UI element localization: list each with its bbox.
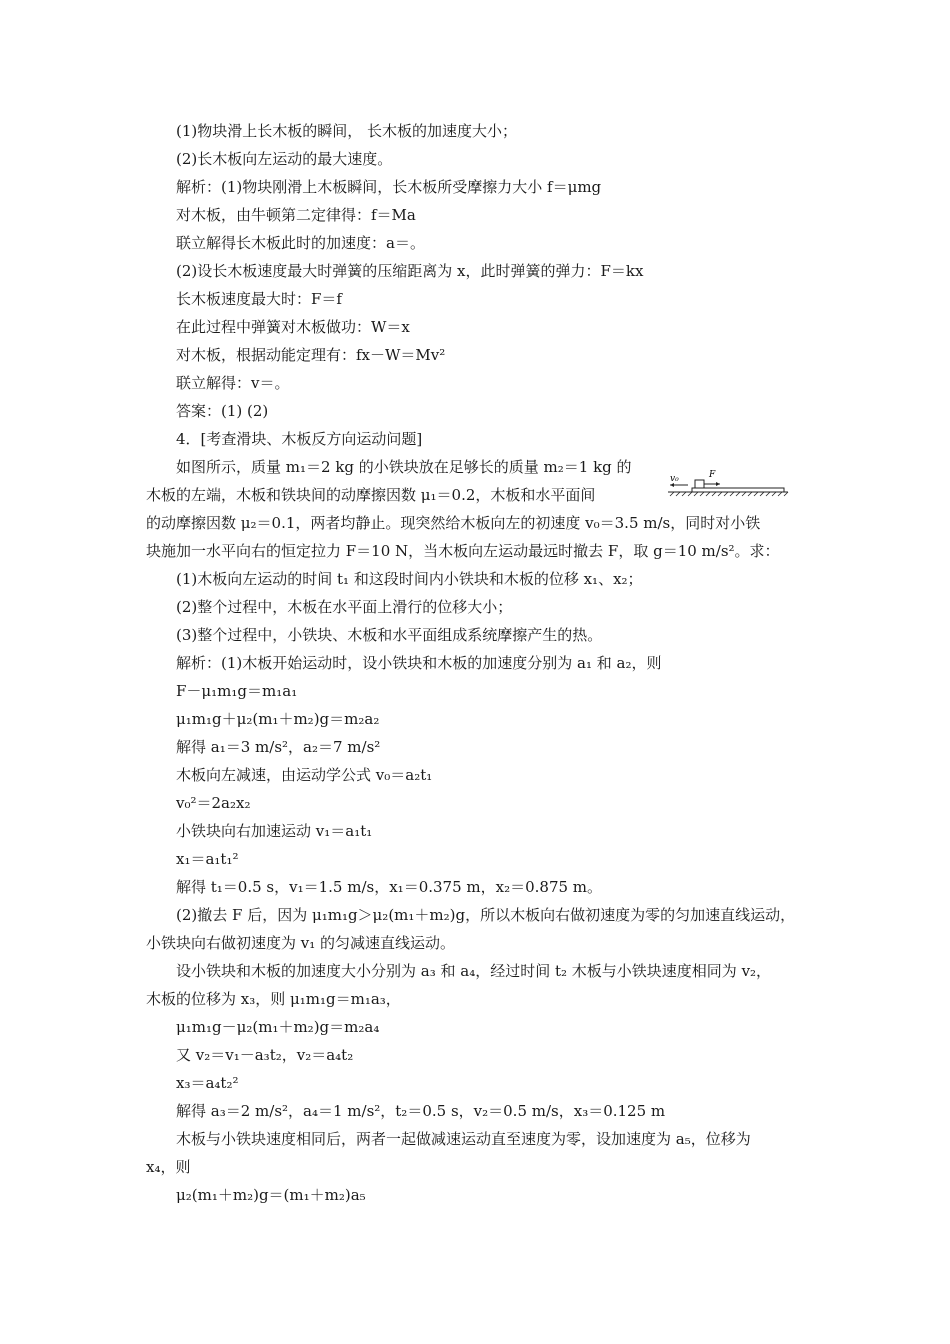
equation-line: 又 v₂＝v₁－a₃t₂，v₂＝a₄t₂ [176, 1046, 354, 1064]
text-line: (2)整个过程中，木板在水平面上滑行的位移大小； [176, 598, 513, 616]
text-line: (3)整个过程中，小铁块、木板和水平面组成系统摩擦产生的热。 [176, 626, 603, 644]
text-line: 块施加一水平向右的恒定拉力 F＝10 N，当木板向左运动最远时撤去 F，取 g＝10 m/s²。求： [146, 542, 780, 560]
text-line: 解得 a₁＝3 m/s²，a₂＝7 m/s² [176, 738, 381, 756]
board-block-figure [668, 468, 790, 498]
iron-block [695, 480, 704, 488]
text-line: 联立解得长木板此时的加速度：a＝。 [176, 234, 425, 252]
text-line: (1)木板向左运动的时间 t₁ 和这段时间内小铁块和木板的位移 x₁、x₂； [176, 570, 643, 588]
question-heading: 4．[考查滑块、木板反方向运动问题] [176, 430, 423, 448]
text-line: x₄，则 [146, 1158, 191, 1176]
equation-line: F－μ₁m₁g＝m₁a₁ [176, 682, 298, 700]
text-line: 解得 t₁＝0.5 s，v₁＝1.5 m/s，x₁＝0.375 m，x₂＝0.875 m。 [176, 878, 603, 896]
text-line: 木板向左减速，由运动学公式 v₀＝a₂t₁ [176, 766, 433, 784]
text-line: 设小铁块和木板的加速度大小分别为 a₃ 和 a₄，经过时间 t₂ 木板与小铁块速度相同为 v₂， [176, 962, 772, 980]
text-line: 对木板，由牛顿第二定律得：f＝Ma [176, 206, 416, 224]
text-line: 小铁块向右加速运动 v₁＝a₁t₁ [176, 822, 373, 840]
equation-line: x₃＝a₄t₂² [176, 1074, 239, 1092]
text-line: 的动摩擦因数 μ₂＝0.1，两者均静止。现突然给木板向左的初速度 v₀＝3.5 m/s，同时对小铁 [146, 514, 761, 532]
text-line: 联立解得：v＝。 [176, 374, 290, 392]
text-line: (1)物块滑上长木板的瞬间， 长木板的加速度大小； [176, 122, 518, 140]
text-line: (2)设长木板速度最大时弹簧的压缩距离为 x，此时弹簧的弹力：F＝kx [176, 262, 644, 280]
text-line: 如图所示，质量 m₁＝2 kg 的小铁块放在足够长的质量 m₂＝1 kg 的 [176, 458, 632, 476]
equation-line: μ₂(m₁＋m₂)g＝(m₁＋m₂)a₅ [176, 1186, 366, 1204]
text-line: 长木板速度最大时：F＝f [176, 290, 342, 308]
text-line: 答案：(1) (2) [176, 402, 269, 420]
text-line: (2)撤去 F 后，因为 μ₁m₁g＞μ₂(m₁＋m₂)g，所以木板向右做初速度为零的匀加速直线运动， [176, 906, 796, 924]
force-arrowhead [716, 482, 720, 486]
ground-hatching [670, 492, 788, 496]
text-line: 解得 a₃＝2 m/s²，a₄＝1 m/s²，t₂＝0.5 s，v₂＝0.5 m/s，x₃＝0.125 m [176, 1102, 666, 1120]
equation-line: μ₁m₁g－μ₂(m₁＋m₂)g＝m₂a₄ [176, 1018, 380, 1036]
text-line: (2)长木板向左运动的最大速度。 [176, 150, 393, 168]
text-line: 木板的左端，木板和铁块间的动摩擦因数 μ₁＝0.2，木板和水平面间 [146, 486, 596, 504]
text-line: 在此过程中弹簧对木板做功：W＝x [176, 318, 410, 336]
text-line: 木板的位移为 x₃，则 μ₁m₁g＝m₁a₃， [146, 990, 401, 1008]
text-line: 木板与小铁块速度相同后，两者一起做减速运动直至速度为零，设加速度为 a₅，位移为 [176, 1130, 751, 1148]
equation-line: μ₁m₁g＋μ₂(m₁＋m₂)g＝m₂a₂ [176, 710, 380, 728]
text-line: 对木板，根据动能定理有：fx－W＝Mv² [176, 346, 446, 364]
text-line: 解析：(1)木板开始运动时，设小铁块和木板的加速度分别为 a₁ 和 a₂，则 [176, 654, 662, 672]
v0-label: v₀ [670, 474, 679, 484]
equation-line: v₀²＝2a₂x₂ [176, 794, 251, 812]
force-label: F [709, 470, 716, 480]
equation-line: x₁＝a₁t₁² [176, 850, 239, 868]
text-line: 小铁块向右做初速度为 v₁ 的匀减速直线运动。 [146, 934, 456, 952]
text-line: 解析：(1)物块刚滑上木板瞬间，长木板所受摩擦力大小 f＝μmg [176, 178, 602, 196]
wooden-board [692, 488, 784, 492]
